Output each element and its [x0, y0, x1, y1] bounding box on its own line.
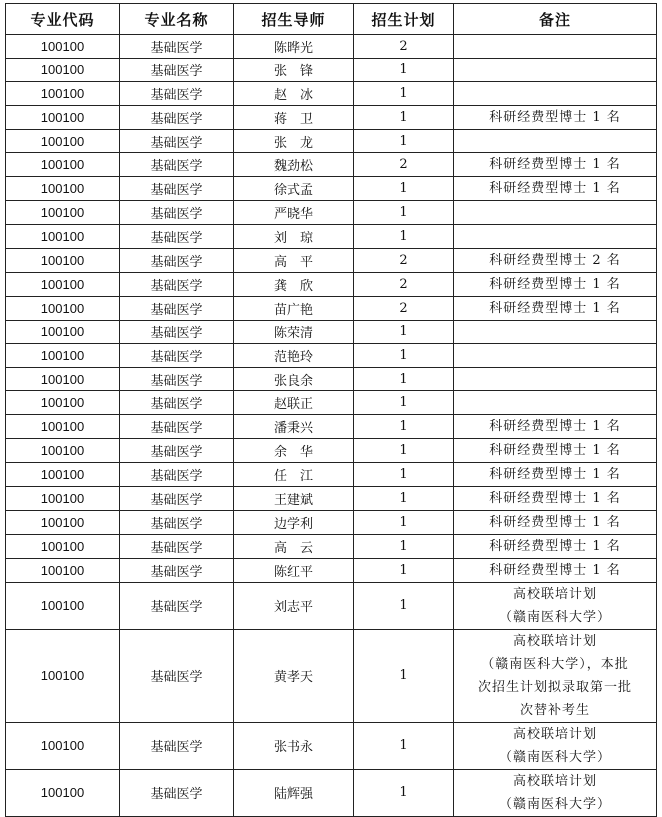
cell-major-name: 基础医学 — [120, 153, 234, 177]
cell-major-code: 100100 — [6, 367, 120, 391]
cell-note: 科研经费型博士 1 名 — [454, 272, 657, 296]
cell-major-name: 基础医学 — [120, 58, 234, 82]
cell-major-code: 100100 — [6, 462, 120, 486]
cell-note: 科研经费型博士 1 名 — [454, 534, 657, 558]
cell-note — [454, 391, 657, 415]
note-line: （赣南医科大学） — [498, 749, 611, 765]
header-major-code: 专业代码 — [6, 4, 120, 35]
cell-advisor: 张良余 — [234, 367, 354, 391]
cell-plan: 2 — [354, 35, 454, 59]
cell-advisor: 苗广艳 — [234, 296, 354, 320]
cell-major-code: 100100 — [6, 344, 120, 368]
cell-major-code: 100100 — [6, 320, 120, 344]
cell-plan: 1 — [354, 391, 454, 415]
cell-plan: 1 — [354, 414, 454, 438]
admission-table — [5, 3, 657, 817]
table-body — [6, 35, 657, 817]
cell-major-code: 100100 — [6, 105, 120, 129]
cell-major-code: 100100 — [6, 129, 120, 153]
cell-advisor: 赵联正 — [234, 391, 354, 415]
cell-advisor: 张 锋 — [234, 58, 354, 82]
table-row — [6, 272, 657, 296]
cell-note: 科研经费型博士 1 名 — [454, 486, 657, 510]
cell-advisor: 任 江 — [234, 462, 354, 486]
cell-note — [454, 320, 657, 344]
table-row — [6, 510, 657, 534]
cell-advisor: 余 华 — [234, 438, 354, 462]
cell-note — [454, 224, 657, 248]
cell-plan: 1 — [354, 224, 454, 248]
cell-plan: 1 — [354, 129, 454, 153]
table-row — [6, 58, 657, 82]
table-row — [6, 105, 657, 129]
cell-major-code: 100100 — [6, 769, 120, 816]
cell-major-code: 100100 — [6, 629, 120, 722]
table-row — [6, 224, 657, 248]
cell-major-name: 基础医学 — [120, 248, 234, 272]
table-row — [6, 320, 657, 344]
cell-plan: 1 — [354, 82, 454, 106]
cell-major-name: 基础医学 — [120, 582, 234, 629]
cell-advisor: 边学利 — [234, 510, 354, 534]
table-row — [6, 391, 657, 415]
cell-advisor: 龚 欣 — [234, 272, 354, 296]
cell-major-name: 基础医学 — [120, 391, 234, 415]
cell-major-name: 基础医学 — [120, 769, 234, 816]
cell-advisor: 潘秉兴 — [234, 414, 354, 438]
cell-advisor: 张 龙 — [234, 129, 354, 153]
table-row — [6, 82, 657, 106]
cell-note — [454, 582, 657, 629]
cell-advisor: 张书永 — [234, 722, 354, 769]
cell-advisor: 蒋 卫 — [234, 105, 354, 129]
cell-major-code: 100100 — [6, 82, 120, 106]
cell-major-code: 100100 — [6, 201, 120, 225]
cell-advisor: 刘 琼 — [234, 224, 354, 248]
cell-plan: 1 — [354, 462, 454, 486]
cell-major-name: 基础医学 — [120, 462, 234, 486]
cell-major-code: 100100 — [6, 414, 120, 438]
table-row — [6, 177, 657, 201]
admission-table-container — [5, 3, 657, 817]
table-row — [6, 629, 657, 722]
cell-advisor: 高 平 — [234, 248, 354, 272]
table-row — [6, 129, 657, 153]
cell-major-name: 基础医学 — [120, 722, 234, 769]
cell-note — [454, 769, 657, 816]
cell-major-code: 100100 — [6, 582, 120, 629]
cell-plan: 1 — [354, 320, 454, 344]
table-header-row — [6, 4, 657, 35]
note-line: 高校联培计划 — [512, 773, 597, 789]
table-row — [6, 344, 657, 368]
header-advisor: 招生导师 — [234, 4, 354, 35]
cell-plan: 1 — [354, 201, 454, 225]
cell-advisor: 赵 冰 — [234, 82, 354, 106]
cell-major-name: 基础医学 — [120, 320, 234, 344]
cell-note: 科研经费型博士 1 名 — [454, 153, 657, 177]
cell-advisor: 黄孝天 — [234, 629, 354, 722]
cell-plan: 2 — [354, 272, 454, 296]
cell-major-name: 基础医学 — [120, 629, 234, 722]
cell-major-name: 基础医学 — [120, 344, 234, 368]
cell-note: 科研经费型博士 1 名 — [454, 558, 657, 582]
cell-advisor: 魏劲松 — [234, 153, 354, 177]
cell-note — [454, 367, 657, 391]
cell-note — [454, 58, 657, 82]
cell-major-name: 基础医学 — [120, 224, 234, 248]
table-row — [6, 722, 657, 769]
cell-major-name: 基础医学 — [120, 177, 234, 201]
cell-major-name: 基础医学 — [120, 272, 234, 296]
note-line: 高校联培计划 — [512, 633, 597, 649]
cell-note — [454, 82, 657, 106]
cell-major-name: 基础医学 — [120, 35, 234, 59]
cell-major-name: 基础医学 — [120, 82, 234, 106]
cell-plan: 1 — [354, 344, 454, 368]
header-note: 备注 — [454, 4, 657, 35]
cell-advisor: 陆辉强 — [234, 769, 354, 816]
header-plan: 招生计划 — [354, 4, 454, 35]
cell-major-name: 基础医学 — [120, 510, 234, 534]
cell-note — [454, 629, 657, 722]
cell-plan: 1 — [354, 438, 454, 462]
cell-advisor: 陈晔光 — [234, 35, 354, 59]
cell-note: 科研经费型博士 1 名 — [454, 296, 657, 320]
cell-note — [454, 201, 657, 225]
table-row — [6, 582, 657, 629]
cell-major-code: 100100 — [6, 272, 120, 296]
cell-plan: 1 — [354, 486, 454, 510]
cell-note: 科研经费型博士 1 名 — [454, 462, 657, 486]
cell-note — [454, 722, 657, 769]
cell-plan: 1 — [354, 367, 454, 391]
cell-plan: 1 — [354, 58, 454, 82]
cell-advisor: 王建斌 — [234, 486, 354, 510]
table-row — [6, 35, 657, 59]
cell-major-name: 基础医学 — [120, 129, 234, 153]
table-row — [6, 769, 657, 816]
note-line: 高校联培计划 — [512, 586, 597, 602]
cell-major-code: 100100 — [6, 35, 120, 59]
cell-plan: 1 — [354, 177, 454, 201]
cell-major-code: 100100 — [6, 534, 120, 558]
header-major-name: 专业名称 — [120, 4, 234, 35]
note-line: 次招生计划拟录取第一批 — [477, 679, 632, 695]
note-line: 高校联培计划 — [512, 726, 597, 742]
cell-major-name: 基础医学 — [120, 367, 234, 391]
cell-note: 科研经费型博士 2 名 — [454, 248, 657, 272]
table-row — [6, 153, 657, 177]
note-line: （赣南医科大学），本批 — [481, 656, 629, 672]
table-row — [6, 201, 657, 225]
cell-major-code: 100100 — [6, 248, 120, 272]
cell-note: 科研经费型博士 1 名 — [454, 510, 657, 534]
cell-major-name: 基础医学 — [120, 201, 234, 225]
cell-plan: 1 — [354, 722, 454, 769]
cell-plan: 1 — [354, 629, 454, 722]
table-row — [6, 296, 657, 320]
cell-advisor: 严晓华 — [234, 201, 354, 225]
cell-major-name: 基础医学 — [120, 486, 234, 510]
cell-major-name: 基础医学 — [120, 558, 234, 582]
cell-advisor: 陈荣清 — [234, 320, 354, 344]
cell-plan: 1 — [354, 510, 454, 534]
cell-note — [454, 35, 657, 59]
cell-major-code: 100100 — [6, 722, 120, 769]
cell-major-code: 100100 — [6, 438, 120, 462]
cell-advisor: 刘志平 — [234, 582, 354, 629]
cell-plan: 1 — [354, 582, 454, 629]
cell-major-code: 100100 — [6, 177, 120, 201]
cell-note: 科研经费型博士 1 名 — [454, 177, 657, 201]
note-line: 次替补考生 — [519, 702, 590, 718]
cell-plan: 1 — [354, 558, 454, 582]
cell-advisor: 范艳玲 — [234, 344, 354, 368]
cell-major-name: 基础医学 — [120, 534, 234, 558]
cell-plan: 1 — [354, 534, 454, 558]
note-line: （赣南医科大学） — [498, 609, 611, 625]
cell-major-name: 基础医学 — [120, 105, 234, 129]
table-row — [6, 248, 657, 272]
cell-major-code: 100100 — [6, 153, 120, 177]
table-row — [6, 438, 657, 462]
cell-major-code: 100100 — [6, 486, 120, 510]
cell-plan: 2 — [354, 153, 454, 177]
table-row — [6, 534, 657, 558]
cell-major-code: 100100 — [6, 58, 120, 82]
table-row — [6, 558, 657, 582]
cell-major-name: 基础医学 — [120, 438, 234, 462]
table-row — [6, 367, 657, 391]
cell-major-name: 基础医学 — [120, 414, 234, 438]
table-row — [6, 486, 657, 510]
cell-advisor: 徐式孟 — [234, 177, 354, 201]
table-row — [6, 462, 657, 486]
note-line: （赣南医科大学） — [498, 796, 611, 812]
cell-plan: 1 — [354, 105, 454, 129]
cell-note — [454, 344, 657, 368]
cell-major-code: 100100 — [6, 391, 120, 415]
cell-major-name: 基础医学 — [120, 296, 234, 320]
cell-plan: 2 — [354, 248, 454, 272]
cell-plan: 1 — [354, 769, 454, 816]
cell-note: 科研经费型博士 1 名 — [454, 105, 657, 129]
cell-major-code: 100100 — [6, 224, 120, 248]
cell-major-code: 100100 — [6, 558, 120, 582]
cell-note: 科研经费型博士 1 名 — [454, 414, 657, 438]
cell-advisor: 高 云 — [234, 534, 354, 558]
cell-plan: 2 — [354, 296, 454, 320]
cell-note: 科研经费型博士 1 名 — [454, 438, 657, 462]
cell-major-code: 100100 — [6, 510, 120, 534]
table-row — [6, 414, 657, 438]
cell-advisor: 陈红平 — [234, 558, 354, 582]
cell-major-code: 100100 — [6, 296, 120, 320]
cell-note — [454, 129, 657, 153]
